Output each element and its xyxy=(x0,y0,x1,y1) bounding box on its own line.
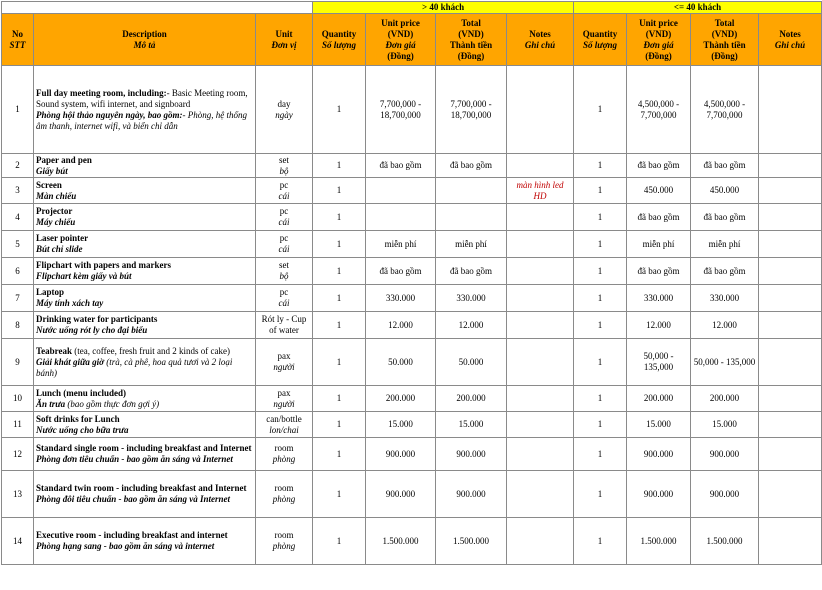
row-price-2: miễn phí xyxy=(627,231,691,258)
header-qty-2: Quantity Số lượng xyxy=(574,14,627,66)
row-no: 1 xyxy=(2,66,34,154)
row-total-2: 330.000 xyxy=(691,285,759,312)
row-no: 3 xyxy=(2,178,34,204)
row-qty-2: 1 xyxy=(574,204,627,231)
row-qty-1: 1 xyxy=(313,258,366,285)
desc-vn: Máy tính xách tay xyxy=(36,298,104,308)
row-notes-1 xyxy=(507,154,574,178)
row-total-2: 200.000 xyxy=(691,386,759,412)
group-header-row xyxy=(2,2,822,14)
row-unit: day ngày xyxy=(256,66,313,154)
row-total-1 xyxy=(436,178,507,204)
table-row xyxy=(2,312,822,339)
row-price-2: 15.000 xyxy=(627,412,691,438)
row-total-1: 900.000 xyxy=(436,471,507,518)
row-price-2: đã bao gồm xyxy=(627,258,691,285)
row-qty-1: 1 xyxy=(313,231,366,258)
desc-en: Drinking water for participants xyxy=(36,314,158,324)
desc-en: Screen xyxy=(36,179,62,190)
row-qty-2: 1 xyxy=(574,231,627,258)
row-unit: pc cái xyxy=(256,285,313,312)
header-total-2: Total (VND) Thành tiền (Đồng) xyxy=(691,14,759,66)
row-qty-1: 1 xyxy=(313,438,366,471)
row-notes-2 xyxy=(759,518,822,565)
row-price-2: 12.000 xyxy=(627,312,691,339)
row-price-2: 4,500,000 - 7,700,000 xyxy=(627,66,691,154)
row-no: 4 xyxy=(2,204,34,231)
desc-en: Standard single room - including breakfast and Internet xyxy=(36,443,252,453)
row-total-1: 900.000 xyxy=(436,438,507,471)
desc-en: Standard twin room - including breakfast and Internet xyxy=(36,483,247,493)
row-price-2: đã bao gồm xyxy=(627,204,691,231)
row-notes-1 xyxy=(507,285,574,312)
row-qty-1: 1 xyxy=(313,471,366,518)
row-total-2: đã bao gồm xyxy=(691,258,759,285)
row-qty-2: 1 xyxy=(574,154,627,178)
row-qty-1: 1 xyxy=(313,518,366,565)
row-price-2: 900.000 xyxy=(627,471,691,518)
desc-vn: Phòng đôi tiêu chuẩn - bao gồm ăn sáng và Internet xyxy=(36,494,231,504)
row-notes-1 xyxy=(507,518,574,565)
row-notes-1 xyxy=(507,471,574,518)
row-notes-2 xyxy=(759,66,822,154)
row-description xyxy=(34,66,256,154)
desc-vn: Giải khát giữa giờ (trà, cà phê, hoa quả tươi và 2 loại bánh) xyxy=(36,356,233,378)
row-no: 14 xyxy=(2,518,34,565)
table-row xyxy=(2,285,822,312)
row-price-1: đã bao gồm xyxy=(366,154,436,178)
row-description xyxy=(34,258,256,285)
row-unit: pc cái xyxy=(256,178,313,204)
row-notes-2 xyxy=(759,154,822,178)
row-description xyxy=(34,471,256,518)
row-unit: set bộ xyxy=(256,154,313,178)
table-row xyxy=(2,258,822,285)
row-price-1: 200.000 xyxy=(366,386,436,412)
row-total-1: 7,700,000 - 18,700,000 xyxy=(436,66,507,154)
row-price-1: 900.000 xyxy=(366,438,436,471)
row-no: 7 xyxy=(2,285,34,312)
table-row xyxy=(2,412,822,438)
row-notes-1 xyxy=(507,231,574,258)
row-price-1 xyxy=(366,178,436,204)
row-price-2: 1.500.000 xyxy=(627,518,691,565)
table-row xyxy=(2,339,822,386)
row-notes-2 xyxy=(759,386,822,412)
row-description xyxy=(34,204,256,231)
row-description xyxy=(34,231,256,258)
row-no: 9 xyxy=(2,339,34,386)
row-total-2: đã bao gồm xyxy=(691,154,759,178)
row-no: 8 xyxy=(2,312,34,339)
row-price-1: 1.500.000 xyxy=(366,518,436,565)
row-no: 12 xyxy=(2,438,34,471)
desc-vn: Nước uống rót ly cho đại biểu xyxy=(36,325,148,335)
row-no: 6 xyxy=(2,258,34,285)
row-notes-1 xyxy=(507,412,574,438)
row-price-1: 330.000 xyxy=(366,285,436,312)
row-notes-1 xyxy=(507,386,574,412)
desc-vn: Phòng đơn tiêu chuẩn - bao gồm ăn sáng và Internet xyxy=(36,454,233,464)
header-price-2: Unit price (VND) Đơn giá (Đồng) xyxy=(627,14,691,66)
row-total-2: 900.000 xyxy=(691,471,759,518)
row-qty-1: 1 xyxy=(313,412,366,438)
row-qty-2: 1 xyxy=(574,285,627,312)
row-unit: room phòng xyxy=(256,518,313,565)
row-total-1: 50.000 xyxy=(436,339,507,386)
row-qty-2: 1 xyxy=(574,66,627,154)
row-price-2: 450.000 xyxy=(627,178,691,204)
row-qty-1: 1 xyxy=(313,66,366,154)
row-notes-2 xyxy=(759,178,822,204)
row-notes-2 xyxy=(759,231,822,258)
table-row xyxy=(2,66,822,154)
desc-en: Lunch (menu included) xyxy=(36,387,127,398)
row-total-1: 200.000 xyxy=(436,386,507,412)
row-no: 10 xyxy=(2,386,34,412)
row-price-1: 900.000 xyxy=(366,471,436,518)
table-row xyxy=(2,438,822,471)
header-no: No STT xyxy=(2,14,34,66)
row-qty-2: 1 xyxy=(574,386,627,412)
row-total-2: 4,500,000 - 7,700,000 xyxy=(691,66,759,154)
row-total-2: 1.500.000 xyxy=(691,518,759,565)
row-total-1: 1.500.000 xyxy=(436,518,507,565)
row-notes-1 xyxy=(507,339,574,386)
row-total-2: 15.000 xyxy=(691,412,759,438)
row-unit: pc cái xyxy=(256,204,313,231)
desc-en: Laptop xyxy=(36,287,65,297)
row-price-1: 12.000 xyxy=(366,312,436,339)
row-unit: room phòng xyxy=(256,471,313,518)
row-qty-2: 1 xyxy=(574,312,627,339)
row-total-2: 50,000 - 135,000 xyxy=(691,339,759,386)
desc-en: Full day meeting room, including:- Basic Meeting room, Sound system, wifi internet, and signboard xyxy=(36,87,248,109)
row-qty-2: 1 xyxy=(574,412,627,438)
row-total-1: đã bao gồm xyxy=(436,154,507,178)
row-notes-2 xyxy=(759,438,822,471)
row-notes-2 xyxy=(759,471,822,518)
desc-vn: Phòng hội thảo nguyên ngày, bao gồm:- Phòng, hệ thống âm thanh, internet wifi, và biển chỉ dẫn xyxy=(36,109,247,131)
row-total-2: miễn phí xyxy=(691,231,759,258)
row-notes-1 xyxy=(507,258,574,285)
row-notes-1 xyxy=(507,312,574,339)
row-price-1: đã bao gồm xyxy=(366,258,436,285)
header-notes-1: Notes Ghi chú xyxy=(507,14,574,66)
row-no: 13 xyxy=(2,471,34,518)
row-notes-2 xyxy=(759,258,822,285)
row-notes-1 xyxy=(507,66,574,154)
desc-vn: Máy chiếu xyxy=(36,217,76,227)
table-row xyxy=(2,386,822,412)
header-total-1: Total (VND) Thành tiền (Đồng) xyxy=(436,14,507,66)
row-description xyxy=(34,285,256,312)
row-total-2: 12.000 xyxy=(691,312,759,339)
row-price-1: 50.000 xyxy=(366,339,436,386)
desc-en: Paper and pen xyxy=(36,154,92,165)
row-description xyxy=(34,312,256,339)
row-total-1: 12.000 xyxy=(436,312,507,339)
row-notes-2 xyxy=(759,285,822,312)
desc-vn: Bút chỉ slide xyxy=(36,244,83,254)
desc-vn: Ăn trưa (bao gồm thực đơn gợi ý) xyxy=(36,398,160,409)
desc-en: Flipchart with papers and markers xyxy=(36,260,171,270)
row-description xyxy=(34,438,256,471)
row-price-2: đã bao gồm xyxy=(627,154,691,178)
row-qty-1: 1 xyxy=(313,386,366,412)
desc-en: Teabreak (tea, coffee, fresh fruit and 2 kinds of cake) xyxy=(36,345,231,356)
row-price-2: 900.000 xyxy=(627,438,691,471)
header-price-1: Unit price (VND) Đơn giá (Đồng) xyxy=(366,14,436,66)
row-qty-1: 1 xyxy=(313,339,366,386)
row-qty-1: 1 xyxy=(313,178,366,204)
desc-vn: Giấy bút xyxy=(36,165,68,176)
row-description xyxy=(34,518,256,565)
group-le40: <= 40 khách xyxy=(574,2,822,14)
row-no: 2 xyxy=(2,154,34,178)
table-row xyxy=(2,154,822,178)
desc-en: Laser pointer xyxy=(36,233,89,243)
row-total-1: 15.000 xyxy=(436,412,507,438)
row-price-2: 330.000 xyxy=(627,285,691,312)
row-no: 11 xyxy=(2,412,34,438)
row-notes-2 xyxy=(759,412,822,438)
row-unit: pax người xyxy=(256,339,313,386)
row-price-2: 50,000 - 135,000 xyxy=(627,339,691,386)
header-qty-1: Quantity Số lượng xyxy=(313,14,366,66)
row-unit: pc cái xyxy=(256,231,313,258)
row-qty-1: 1 xyxy=(313,204,366,231)
row-notes-1: màn hình led HD xyxy=(507,178,574,204)
row-total-1 xyxy=(436,204,507,231)
row-description xyxy=(34,339,256,386)
row-qty-2: 1 xyxy=(574,258,627,285)
row-notes-1 xyxy=(507,438,574,471)
desc-vn: Flipchart kèm giấy và bút xyxy=(36,271,132,281)
row-no: 5 xyxy=(2,231,34,258)
row-total-2: đã bao gồm xyxy=(691,204,759,231)
row-description xyxy=(34,412,256,438)
column-header-row xyxy=(2,14,822,66)
row-unit: room phòng xyxy=(256,438,313,471)
row-qty-2: 1 xyxy=(574,178,627,204)
row-notes-2 xyxy=(759,312,822,339)
row-total-1: đã bao gồm xyxy=(436,258,507,285)
group-blank xyxy=(2,2,313,14)
row-qty-2: 1 xyxy=(574,438,627,471)
row-notes-2 xyxy=(759,339,822,386)
row-price-1 xyxy=(366,204,436,231)
row-qty-1: 1 xyxy=(313,312,366,339)
row-description xyxy=(34,386,256,412)
row-notes-2 xyxy=(759,204,822,231)
row-price-1: 15.000 xyxy=(366,412,436,438)
desc-vn: Nước uống cho bữa trưa xyxy=(36,424,129,435)
row-notes-1 xyxy=(507,204,574,231)
group-gt40: > 40 khách xyxy=(313,2,574,14)
row-total-2: 900.000 xyxy=(691,438,759,471)
desc-en: Projector xyxy=(36,206,73,216)
row-unit: Rót ly - Cup of water xyxy=(256,312,313,339)
row-qty-1: 1 xyxy=(313,154,366,178)
desc-vn: Màn chiếu xyxy=(36,190,77,201)
table-row xyxy=(2,518,822,565)
table-body xyxy=(2,66,822,565)
row-total-1: miễn phí xyxy=(436,231,507,258)
table-row xyxy=(2,471,822,518)
table-row xyxy=(2,178,822,204)
row-qty-2: 1 xyxy=(574,471,627,518)
header-desc: Description Mô tả xyxy=(34,14,256,66)
desc-en: Soft drinks for Lunch xyxy=(36,413,120,424)
row-description xyxy=(34,178,256,204)
row-qty-1: 1 xyxy=(313,285,366,312)
header-unit: Unit Đơn vị xyxy=(256,14,313,66)
row-total-2: 450.000 xyxy=(691,178,759,204)
table-row xyxy=(2,204,822,231)
row-price-1: miễn phí xyxy=(366,231,436,258)
row-unit: can/bottle lon/chai xyxy=(256,412,313,438)
header-notes-2: Notes Ghi chú xyxy=(759,14,822,66)
desc-en: Executive room - including breakfast and internet xyxy=(36,530,228,540)
row-description xyxy=(34,154,256,178)
row-total-1: 330.000 xyxy=(436,285,507,312)
row-price-2: 200.000 xyxy=(627,386,691,412)
row-unit: set bộ xyxy=(256,258,313,285)
row-qty-2: 1 xyxy=(574,339,627,386)
price-table xyxy=(1,1,822,565)
table-row xyxy=(2,231,822,258)
row-price-1: 7,700,000 - 18,700,000 xyxy=(366,66,436,154)
desc-vn: Phòng hạng sang - bao gồm ăn sáng và internet xyxy=(36,541,215,551)
row-unit: pax người xyxy=(256,386,313,412)
row-qty-2: 1 xyxy=(574,518,627,565)
